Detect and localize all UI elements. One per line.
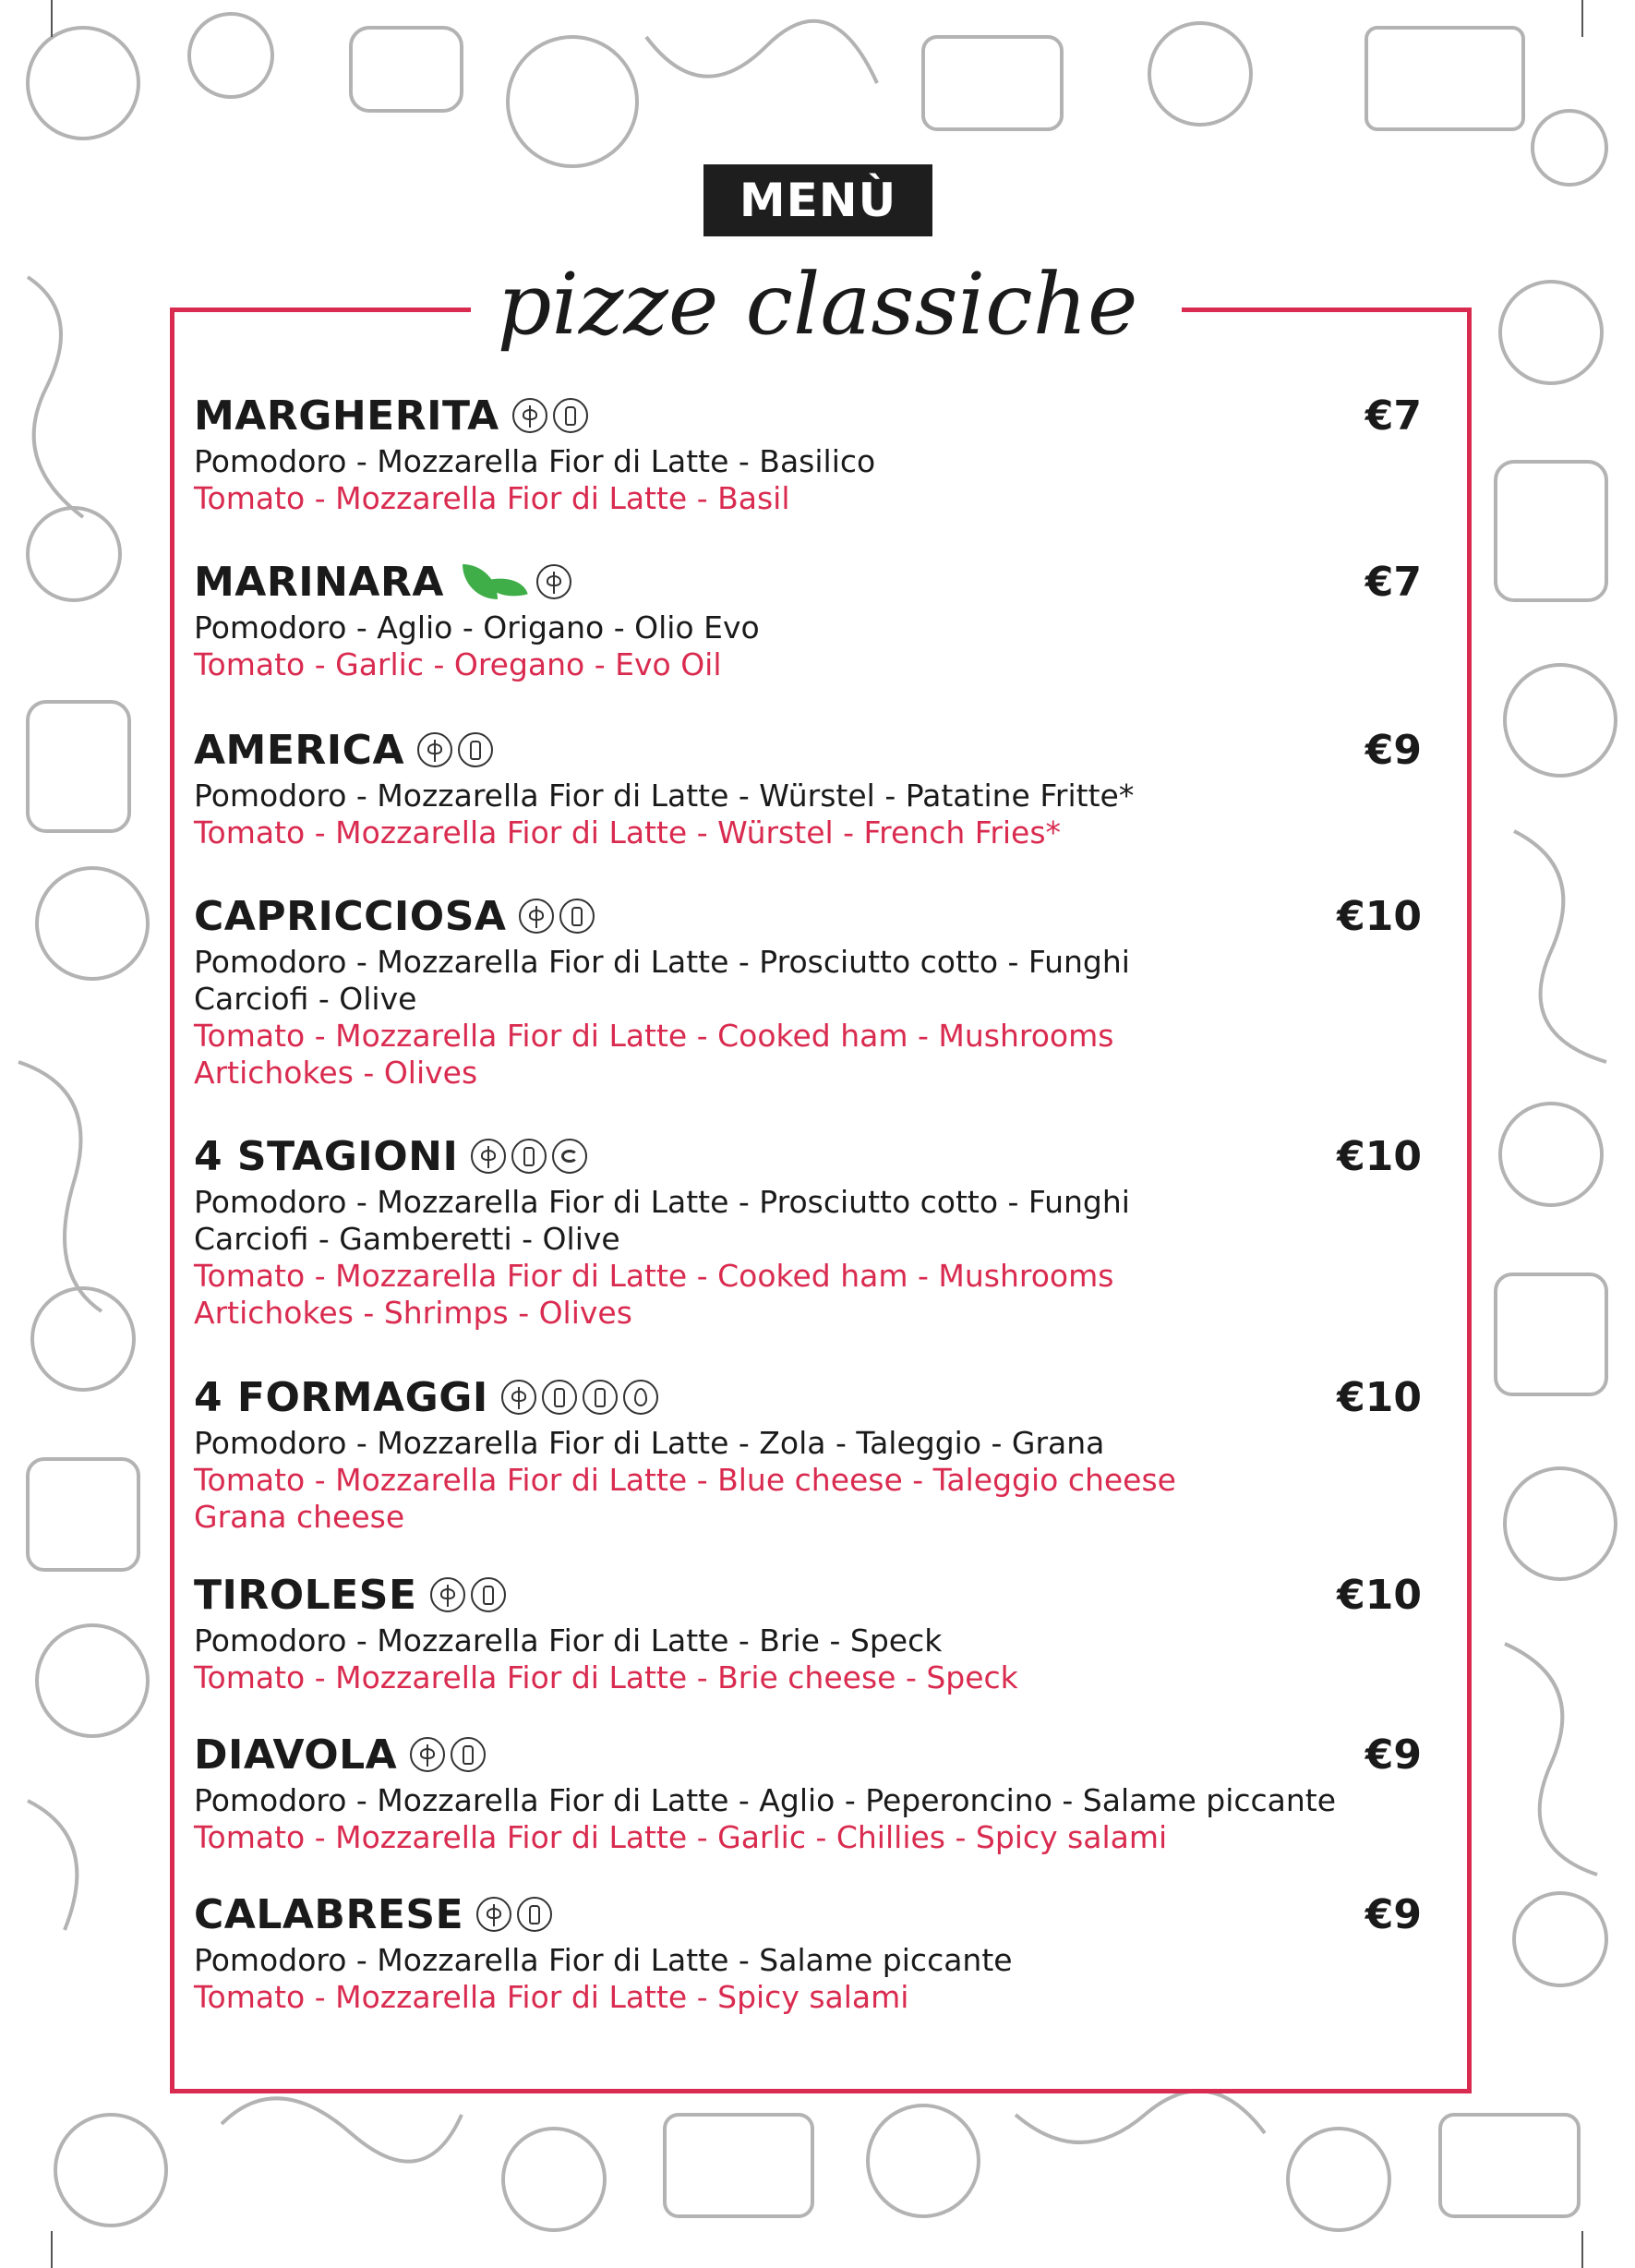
allergen-icons xyxy=(457,559,577,605)
menu-item-header xyxy=(194,722,1422,778)
crop-mark xyxy=(51,2231,53,2268)
wheat-icon xyxy=(417,732,452,767)
menu-item-header xyxy=(194,1128,1422,1184)
milk-icon xyxy=(471,1577,506,1612)
ingredients-english: Tomato - Mozzarella Fior di Latte - Blue cheese - Taleggio cheese xyxy=(194,1462,1176,1498)
wheat-icon xyxy=(410,1737,445,1772)
milk-icon xyxy=(517,1897,552,1932)
ingredients-english: Tomato - Mozzarella Fior di Latte - Garlic - Chillies - Spicy salami xyxy=(194,1819,1168,1855)
allergen-icons xyxy=(417,732,499,767)
ingredients-english: Tomato - Mozzarella Fior di Latte - Cooked ham - Mushrooms xyxy=(194,1258,1114,1294)
ingredients-italian: Pomodoro - Aglio - Origano - Olio Evo xyxy=(194,609,760,645)
pizza-price: €9 xyxy=(1365,1890,1422,1938)
menu-item xyxy=(194,1567,1422,1696)
milk-icon xyxy=(511,1139,547,1174)
pizza-name: MARINARA xyxy=(194,558,444,606)
wheat-icon xyxy=(430,1577,465,1612)
wheat-icon xyxy=(519,899,554,934)
menu-item xyxy=(194,888,1422,1092)
pizza-name: 4 STAGIONI xyxy=(194,1132,459,1180)
ingredients-english: Tomato - Mozzarella Fior di Latte - Basil xyxy=(194,480,790,516)
pizza-price: €9 xyxy=(1365,726,1422,774)
menu-item xyxy=(194,1369,1422,1536)
menu-item xyxy=(194,1727,1422,1856)
shrimp-icon xyxy=(552,1139,587,1174)
vegan-leaf-icon xyxy=(461,559,529,605)
ingredients-english: Artichokes - Olives xyxy=(194,1055,478,1091)
menu-item xyxy=(194,1128,1422,1332)
allergen-icons xyxy=(519,899,600,934)
menu-item-header xyxy=(194,1369,1422,1425)
allergen-icons xyxy=(512,398,594,433)
milk-icon xyxy=(553,398,588,433)
menu-item xyxy=(194,1887,1422,2016)
ingredients-italian: Pomodoro - Mozzarella Fior di Latte - Aglio - Peperoncino - Salame piccante xyxy=(194,1782,1337,1818)
ingredients-english: Tomato - Mozzarella Fior di Latte - Würstel - French Fries* xyxy=(194,814,1062,850)
menu-item-header xyxy=(194,388,1422,443)
wheat-icon xyxy=(471,1139,506,1174)
crop-mark xyxy=(51,0,53,37)
milk-icon xyxy=(542,1380,577,1415)
ingredients-italian: Pomodoro - Mozzarella Fior di Latte - Brie - Speck xyxy=(194,1623,943,1659)
ingredients-italian: Pomodoro - Mozzarella Fior di Latte - Würstel - Patatine Fritte* xyxy=(194,778,1135,814)
milk-icon xyxy=(458,732,493,767)
ingredients-english: Grana cheese xyxy=(194,1499,405,1535)
ingredients-english: Tomato - Mozzarella Fior di Latte - Spicy salami xyxy=(194,1979,909,2015)
milk-icon xyxy=(451,1737,486,1772)
wheat-icon xyxy=(512,398,547,433)
pizza-name: AMERICA xyxy=(194,726,404,774)
allergen-icons xyxy=(430,1577,511,1612)
ingredients-english: Tomato - Mozzarella Fior di Latte - Brie cheese - Speck xyxy=(194,1659,1018,1695)
pizza-name: TIROLESE xyxy=(194,1571,417,1619)
pizza-price: €9 xyxy=(1365,1731,1422,1779)
pizza-price: €10 xyxy=(1337,892,1422,940)
menu-item-header xyxy=(194,1887,1422,1942)
ingredients-english: Tomato - Mozzarella Fior di Latte - Cooked ham - Mushrooms xyxy=(194,1018,1114,1054)
wheat-icon xyxy=(501,1380,536,1415)
pizza-name: DIAVOLA xyxy=(194,1731,398,1779)
egg-icon xyxy=(623,1380,658,1415)
pizza-price: €7 xyxy=(1365,392,1422,440)
pizza-price: €10 xyxy=(1337,1571,1422,1619)
section-title: pizze classiche xyxy=(497,255,1138,354)
pizza-name: 4 FORMAGGI xyxy=(194,1373,488,1421)
milk-icon xyxy=(559,899,595,934)
wheat-icon xyxy=(536,564,571,599)
ingredients-italian: Pomodoro - Mozzarella Fior di Latte - Prosciutto cotto - Funghi xyxy=(194,1184,1130,1220)
allergen-icons xyxy=(501,1380,664,1415)
crop-mark xyxy=(1581,2231,1583,2268)
milk-icon xyxy=(583,1380,618,1415)
menu-item xyxy=(194,722,1422,851)
pizza-name: MARGHERITA xyxy=(194,392,499,440)
menu-item-header xyxy=(194,1727,1422,1782)
ingredients-english: Tomato - Garlic - Oregano - Evo Oil xyxy=(194,646,722,682)
ingredients-italian: Pomodoro - Mozzarella Fior di Latte - Prosciutto cotto - Funghi xyxy=(194,944,1130,980)
ingredients-italian: Carciofi - Gamberetti - Olive xyxy=(194,1221,620,1257)
wheat-icon xyxy=(476,1897,511,1932)
menu-item-header xyxy=(194,1567,1422,1623)
ingredients-english: Artichokes - Shrimps - Olives xyxy=(194,1295,632,1331)
pizza-price: €10 xyxy=(1337,1373,1422,1421)
allergen-icons xyxy=(471,1139,593,1174)
pizza-name: CAPRICCIOSA xyxy=(194,892,507,940)
allergen-icons xyxy=(476,1897,558,1932)
menu-item xyxy=(194,388,1422,517)
ingredients-italian: Pomodoro - Mozzarella Fior di Latte - Basilico xyxy=(194,443,876,479)
ingredients-italian: Pomodoro - Mozzarella Fior di Latte - Salame piccante xyxy=(194,1942,1013,1978)
menu-item-header xyxy=(194,554,1422,609)
pizza-price: €7 xyxy=(1365,558,1422,606)
ingredients-italian: Carciofi - Olive xyxy=(194,981,417,1017)
menu-item xyxy=(194,554,1422,683)
pizza-name: CALABRESE xyxy=(194,1890,464,1938)
pizza-price: €10 xyxy=(1337,1132,1422,1180)
allergen-icons xyxy=(410,1737,491,1772)
menu-badge: MENÙ xyxy=(703,164,932,236)
crop-mark xyxy=(1581,0,1583,37)
menu-item-header xyxy=(194,888,1422,944)
ingredients-italian: Pomodoro - Mozzarella Fior di Latte - Zola - Taleggio - Grana xyxy=(194,1425,1105,1461)
